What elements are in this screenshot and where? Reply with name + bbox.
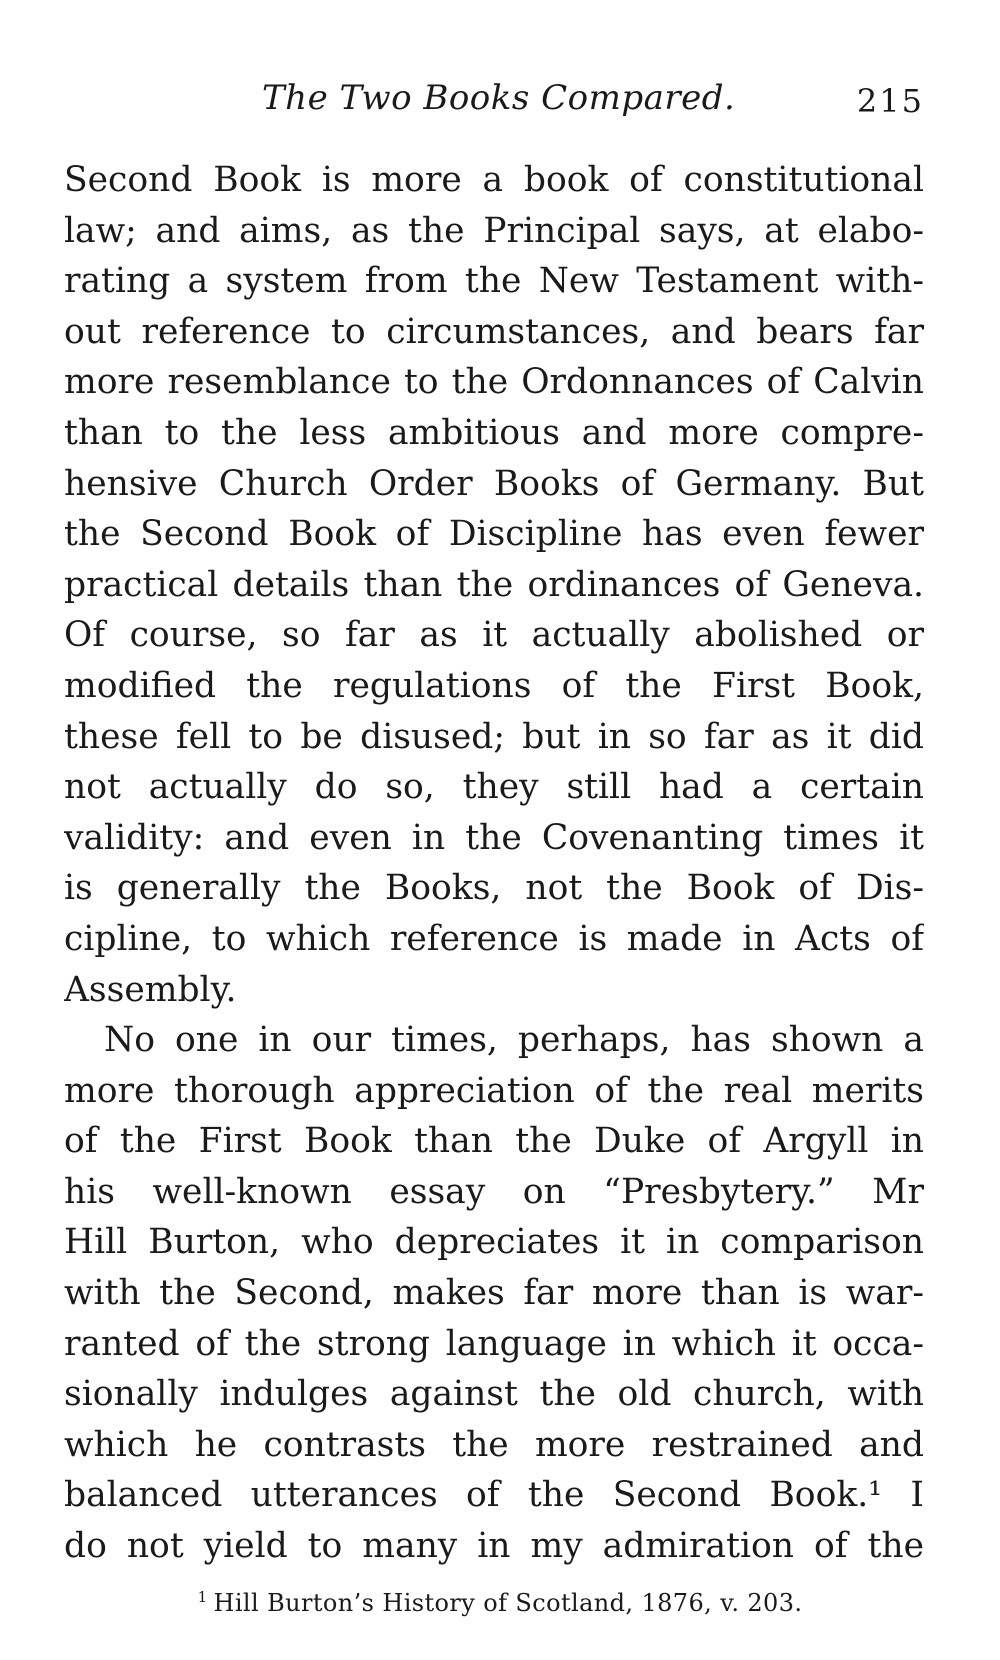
text-line: law; and aims, as the Principal says, at elabo-	[64, 210, 924, 251]
text-line: hensive Church Order Books of Germany. But	[64, 463, 924, 504]
text-line: balanced utterances of the Second Book.¹ I	[64, 1475, 924, 1516]
text-line: ranted of the strong language in which it occa-	[64, 1323, 924, 1364]
text-line: rating a system from the New Testament with-	[64, 261, 924, 302]
text-line: cipline, to which reference is made in Acts of	[64, 918, 924, 959]
text-line: these fell to be disused; but in so far as it did	[64, 716, 924, 757]
footnote	[0, 1588, 1000, 1617]
text-line: Hill Burton, who depreciates it in comparison	[64, 1222, 924, 1263]
running-head-title: The Two Books Compared.	[262, 78, 736, 118]
text-line: modified the regulations of the First Book,	[64, 665, 924, 706]
text-line: with the Second, makes far more than is war-	[64, 1273, 924, 1314]
text-line: than to the less ambitious and more compre-	[64, 412, 924, 453]
text-line: his well-known essay on “Presbytery.” Mr	[64, 1171, 924, 1212]
text-line: more resemblance to the Ordonnances of Calvin	[64, 362, 924, 403]
text-line: of the First Book than the Duke of Argyll in	[64, 1121, 924, 1162]
text-line: out reference to circumstances, and bears far	[64, 311, 924, 352]
text-line: more thorough appreciation of the real merits	[64, 1070, 924, 1111]
footnote-marker: 1	[197, 1588, 208, 1606]
text-line: not actually do so, they still had a certain	[64, 767, 924, 808]
footnote-text: Hill Burton’s History of Scotland, 1876, v. 203.	[213, 1589, 803, 1617]
text-line: is generally the Books, not the Book of Dis-	[64, 868, 924, 909]
body-text	[64, 155, 924, 1572]
text-line: validity: and even in the Covenanting times it	[64, 817, 924, 858]
text-line: Second Book is more a book of constitutional	[64, 160, 924, 200]
text-line: Assembly.	[64, 969, 237, 1010]
text-line: Of course, so far as it actually abolished or	[64, 615, 924, 656]
text-line: practical details than the ordinances of Geneva.	[64, 564, 924, 605]
text-line: which he contrasts the more restrained and	[64, 1424, 924, 1465]
running-head	[64, 78, 924, 128]
text-line: the Second Book of Discipline has even fewer	[64, 514, 924, 555]
text-line: do not yield to many in my admiration of the	[64, 1526, 924, 1567]
text-line: sionally indulges against the old church, with	[64, 1374, 924, 1415]
text-line: No one in our times, perhaps, has shown a	[104, 1020, 924, 1061]
page-number: 215	[856, 82, 924, 120]
